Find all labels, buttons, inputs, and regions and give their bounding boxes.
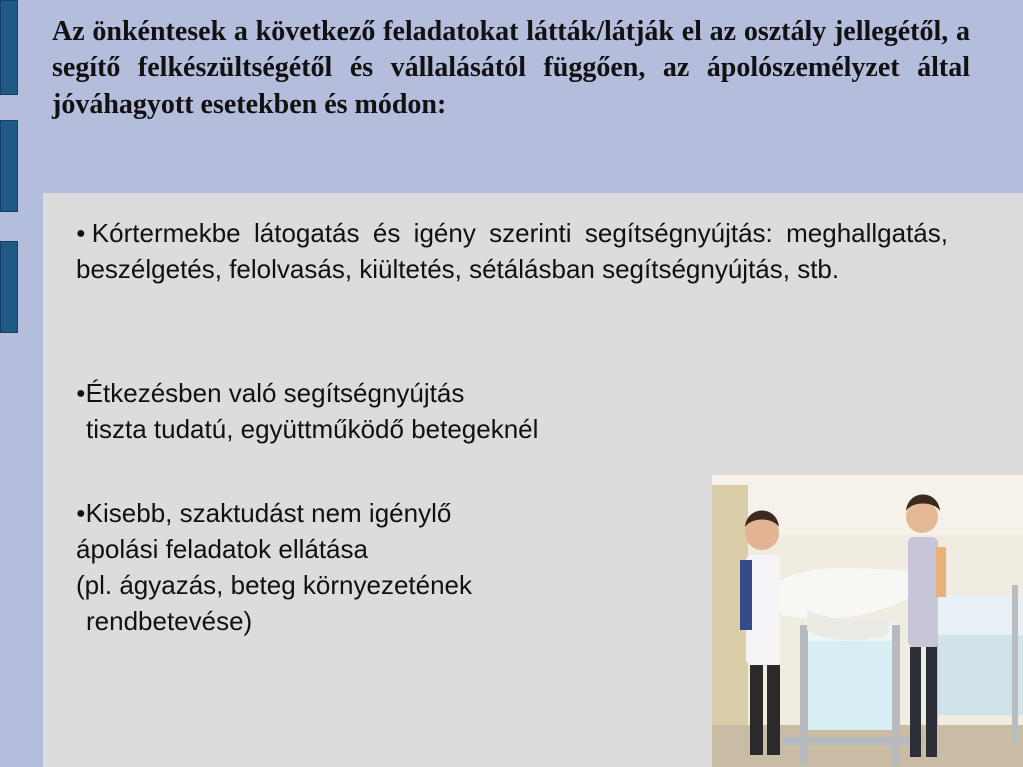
bullet-text: Kórtermekbe látogatás és igény szerinti segítségnyújtás: meghallgatás, beszélgetés, felolvasás, kiültetés, sétálásban segítségnyújtás, stb.	[76, 218, 948, 284]
bullet-line: Kisebb, szaktudást nem igénylő	[85, 498, 452, 528]
bullet-line: tiszta tudatú, együttműködő betegeknél	[86, 413, 539, 444]
bullet-line: ápolási feladatok ellátása	[76, 533, 368, 564]
bullet-dot-icon: ●	[76, 385, 86, 402]
side-accent-bar	[0, 241, 18, 333]
bullet-dot-icon: ●	[76, 225, 92, 242]
bullet-line: Étkezésben való segítségnyújtás	[85, 378, 465, 408]
slide-title: Az önkéntesek a következő feladatokat látták/látják el az osztály jellegétől, a segítő felkészültségétől és vállalásától függően, az ápolószemélyzet által jóváhagyott esetekben és módon:	[52, 16, 970, 120]
bullet-line: rendbetevése)	[86, 605, 253, 636]
side-accent-bar	[0, 0, 18, 95]
bullet-item	[76, 216, 948, 288]
bullet-item	[76, 496, 696, 640]
bullet-dot-icon: ●	[76, 505, 86, 522]
nurses-making-bed-photo	[712, 475, 1023, 767]
bullet-line: (pl. ágyazás, beteg környezetének	[76, 569, 473, 600]
side-accent-bar	[0, 120, 18, 212]
bullet-item	[76, 376, 948, 448]
